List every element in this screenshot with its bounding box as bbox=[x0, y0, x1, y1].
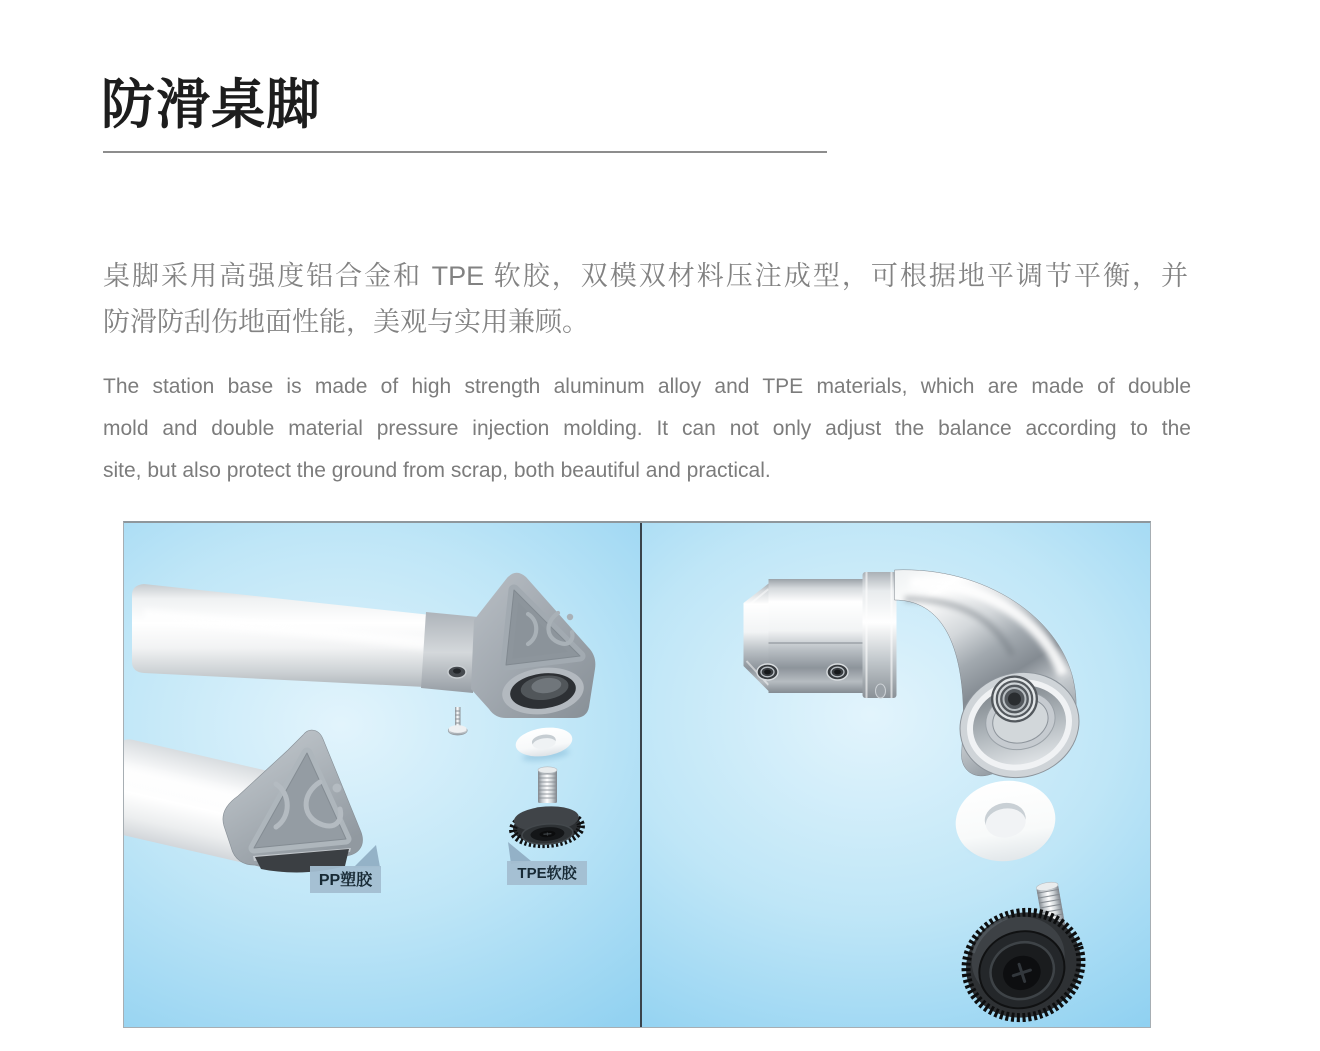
tpe-label bbox=[507, 842, 587, 885]
title-divider bbox=[103, 151, 827, 153]
intro-zh-line: 防滑防刮伤地面性能，美观与实用兼顾。 bbox=[103, 307, 589, 337]
screw bbox=[448, 707, 467, 735]
pp-label-text: PP塑胶 bbox=[318, 872, 373, 889]
table-leg-elbow-illustration bbox=[642, 523, 1150, 1027]
upper-connector-collar bbox=[421, 612, 478, 693]
table-leg-corner-illustration bbox=[124, 523, 640, 1027]
set-screw bbox=[876, 684, 886, 698]
intro-en-line: The station base is made of high strength aluminum alloy and TPE materials, which are made of double bbox=[103, 375, 1191, 398]
upper-tube bbox=[132, 584, 431, 687]
threaded-side-hole bbox=[827, 664, 848, 680]
elbow-joint bbox=[744, 570, 1091, 791]
upper-corner-bracket bbox=[471, 573, 595, 719]
intro-en-line: mold and double material pressure injection molding. It can not only adjust the balance according to the bbox=[103, 417, 1191, 440]
right-product-panel bbox=[642, 523, 1150, 1027]
threaded-hole bbox=[991, 676, 1038, 723]
intro-paragraph-zh bbox=[103, 253, 1188, 345]
washer bbox=[514, 724, 575, 764]
page-title: 防滑桌脚 bbox=[101, 75, 321, 136]
intro-en-line: site, but also protect the ground from scrap, both beautiful and practical. bbox=[103, 459, 771, 482]
lower-corner-foot bbox=[223, 730, 363, 872]
tpe-label-text: TPE软胶 bbox=[517, 865, 577, 882]
washer bbox=[950, 774, 1060, 867]
adjustable-foot bbox=[952, 881, 1094, 1027]
threaded-side-hole bbox=[757, 664, 778, 680]
product-figure bbox=[123, 521, 1151, 1028]
adjustable-foot bbox=[512, 767, 582, 847]
left-product-panel bbox=[124, 523, 640, 1027]
intro-zh-line: 桌脚采用高强度铝合金和 TPE 软胶，双模双材料压注成型，可根据地平调节平衡，并 bbox=[103, 261, 1188, 291]
tpe-label-arrow bbox=[508, 842, 531, 864]
intro-paragraph-en bbox=[103, 366, 1191, 492]
